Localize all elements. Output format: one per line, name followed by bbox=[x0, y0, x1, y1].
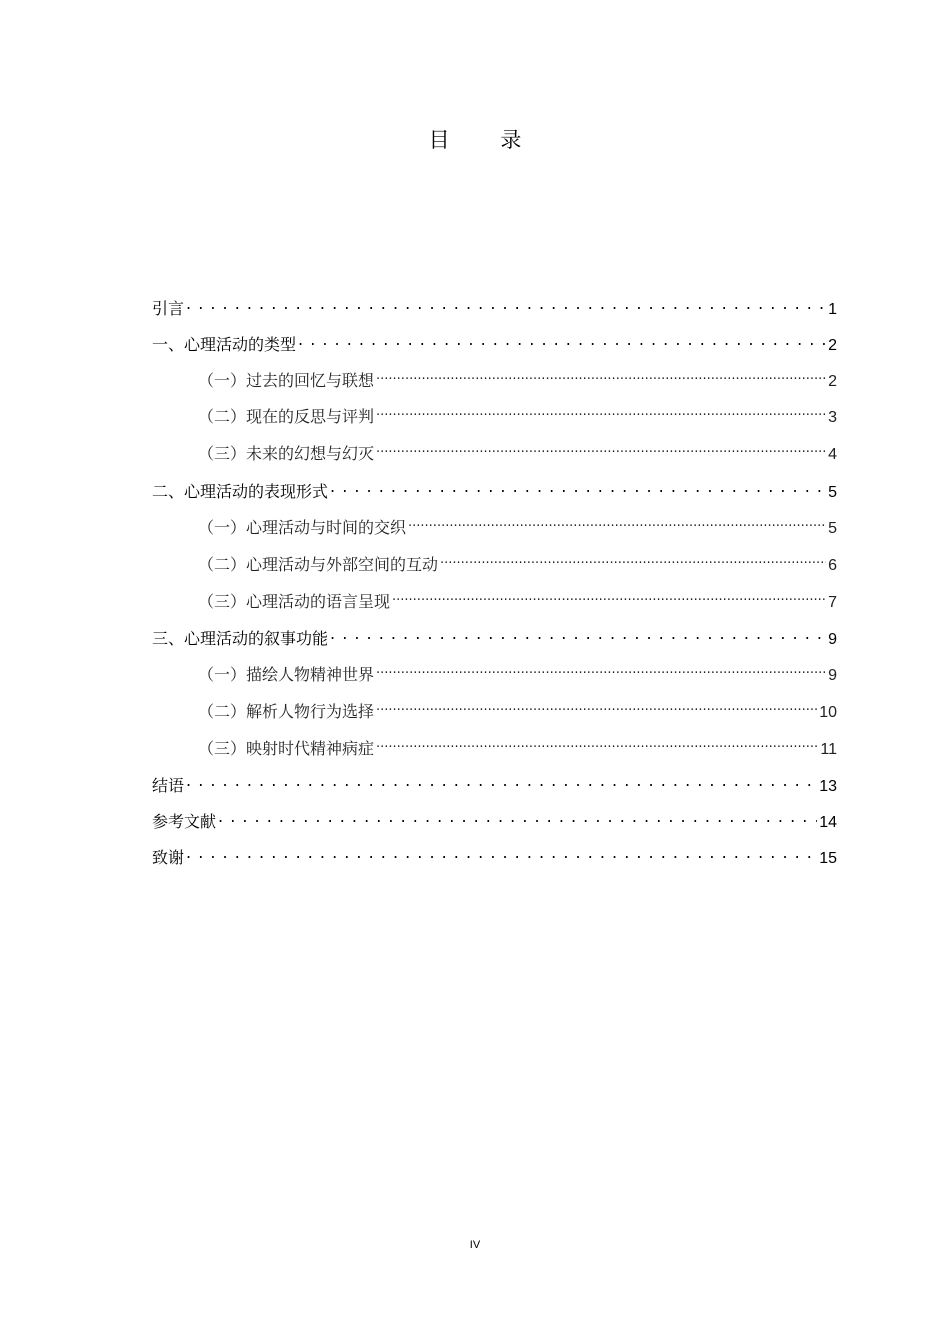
toc-dot-leader bbox=[440, 550, 826, 570]
toc-entry[interactable] bbox=[152, 402, 837, 428]
toc-entry-page-number: 11 bbox=[820, 741, 837, 758]
toc-dot-leader bbox=[218, 807, 817, 827]
toc-entry-label: 引言 bbox=[152, 299, 185, 318]
toc-entry-page-number: 15 bbox=[819, 850, 837, 867]
toc-entry[interactable] bbox=[152, 477, 837, 503]
toc-entry-page-number: 5 bbox=[828, 520, 837, 537]
toc-entry[interactable] bbox=[152, 294, 837, 320]
toc-entry-label: （一）心理活动与时间的交织 bbox=[198, 518, 407, 537]
toc-entry[interactable] bbox=[152, 366, 837, 392]
toc-entry-page-number: 2 bbox=[828, 373, 837, 390]
toc-entry-page-number: 14 bbox=[819, 814, 837, 831]
toc-dot-leader bbox=[330, 624, 826, 644]
toc-entry-label: 致谢 bbox=[152, 848, 185, 867]
toc-entry-label: 二、心理活动的表现形式 bbox=[152, 482, 329, 501]
toc-entry[interactable] bbox=[152, 734, 837, 760]
toc-dot-leader bbox=[376, 366, 826, 386]
toc-entry-label: （二）心理活动与外部空间的互动 bbox=[198, 555, 439, 574]
page-title: 目 录 bbox=[428, 128, 544, 152]
toc-entry-page-number: 10 bbox=[819, 704, 837, 721]
toc-entry-label: 三、心理活动的叙事功能 bbox=[152, 629, 329, 648]
page-number-footer: IV bbox=[469, 1239, 481, 1251]
toc-entry[interactable] bbox=[152, 843, 837, 869]
toc-entry-label: 结语 bbox=[152, 776, 185, 795]
toc-dot-leader bbox=[330, 477, 826, 497]
toc-dot-leader bbox=[186, 843, 817, 863]
toc-entry-label: （三）未来的幻想与幻灭 bbox=[198, 444, 375, 463]
toc-dot-leader bbox=[186, 771, 817, 791]
toc-entry[interactable] bbox=[152, 587, 837, 613]
toc-entry-label: （一）过去的回忆与联想 bbox=[198, 371, 375, 390]
toc-dot-leader bbox=[376, 402, 826, 422]
toc-entry[interactable] bbox=[152, 439, 837, 465]
toc-entry-page-number: 3 bbox=[828, 409, 837, 426]
toc-entry[interactable] bbox=[152, 697, 837, 723]
toc-entry-page-number: 5 bbox=[828, 484, 837, 501]
toc-entry-page-number: 1 bbox=[828, 301, 837, 318]
toc-dot-leader bbox=[376, 734, 818, 754]
toc-dot-leader bbox=[376, 697, 817, 717]
toc-entry-page-number: 2 bbox=[828, 337, 837, 354]
toc-entry-label: 参考文献 bbox=[152, 812, 217, 831]
toc-entry-page-number: 9 bbox=[828, 667, 837, 684]
toc-entry-label: （二）解析人物行为选择 bbox=[198, 702, 375, 721]
toc-entry-label: （二）现在的反思与评判 bbox=[198, 407, 375, 426]
toc-entry-page-number: 9 bbox=[828, 631, 837, 648]
toc-entry-label: （三）映射时代精神病症 bbox=[198, 739, 375, 758]
toc-dot-leader bbox=[376, 660, 826, 680]
toc-entry-label: 一、心理活动的类型 bbox=[152, 335, 297, 354]
toc-entry[interactable] bbox=[152, 330, 837, 356]
toc-dot-leader bbox=[376, 439, 826, 459]
toc-entry[interactable] bbox=[152, 624, 837, 650]
toc-dot-leader bbox=[408, 513, 826, 533]
toc-entry[interactable] bbox=[152, 807, 837, 833]
toc-entry[interactable] bbox=[152, 660, 837, 686]
toc-entry-label: （一）描绘人物精神世界 bbox=[198, 665, 375, 684]
toc-entry[interactable] bbox=[152, 513, 837, 539]
toc-dot-leader bbox=[298, 330, 826, 350]
toc-dot-leader bbox=[186, 294, 826, 314]
toc-entry[interactable] bbox=[152, 550, 837, 576]
toc-entry-page-number: 6 bbox=[828, 557, 837, 574]
toc-entry-label: （三）心理活动的语言呈现 bbox=[198, 592, 391, 611]
toc-entry-page-number: 4 bbox=[828, 446, 837, 463]
toc-dot-leader bbox=[392, 587, 826, 607]
toc-entry-page-number: 7 bbox=[828, 594, 837, 611]
toc-entry[interactable] bbox=[152, 771, 837, 797]
toc-entry-page-number: 13 bbox=[819, 778, 837, 795]
